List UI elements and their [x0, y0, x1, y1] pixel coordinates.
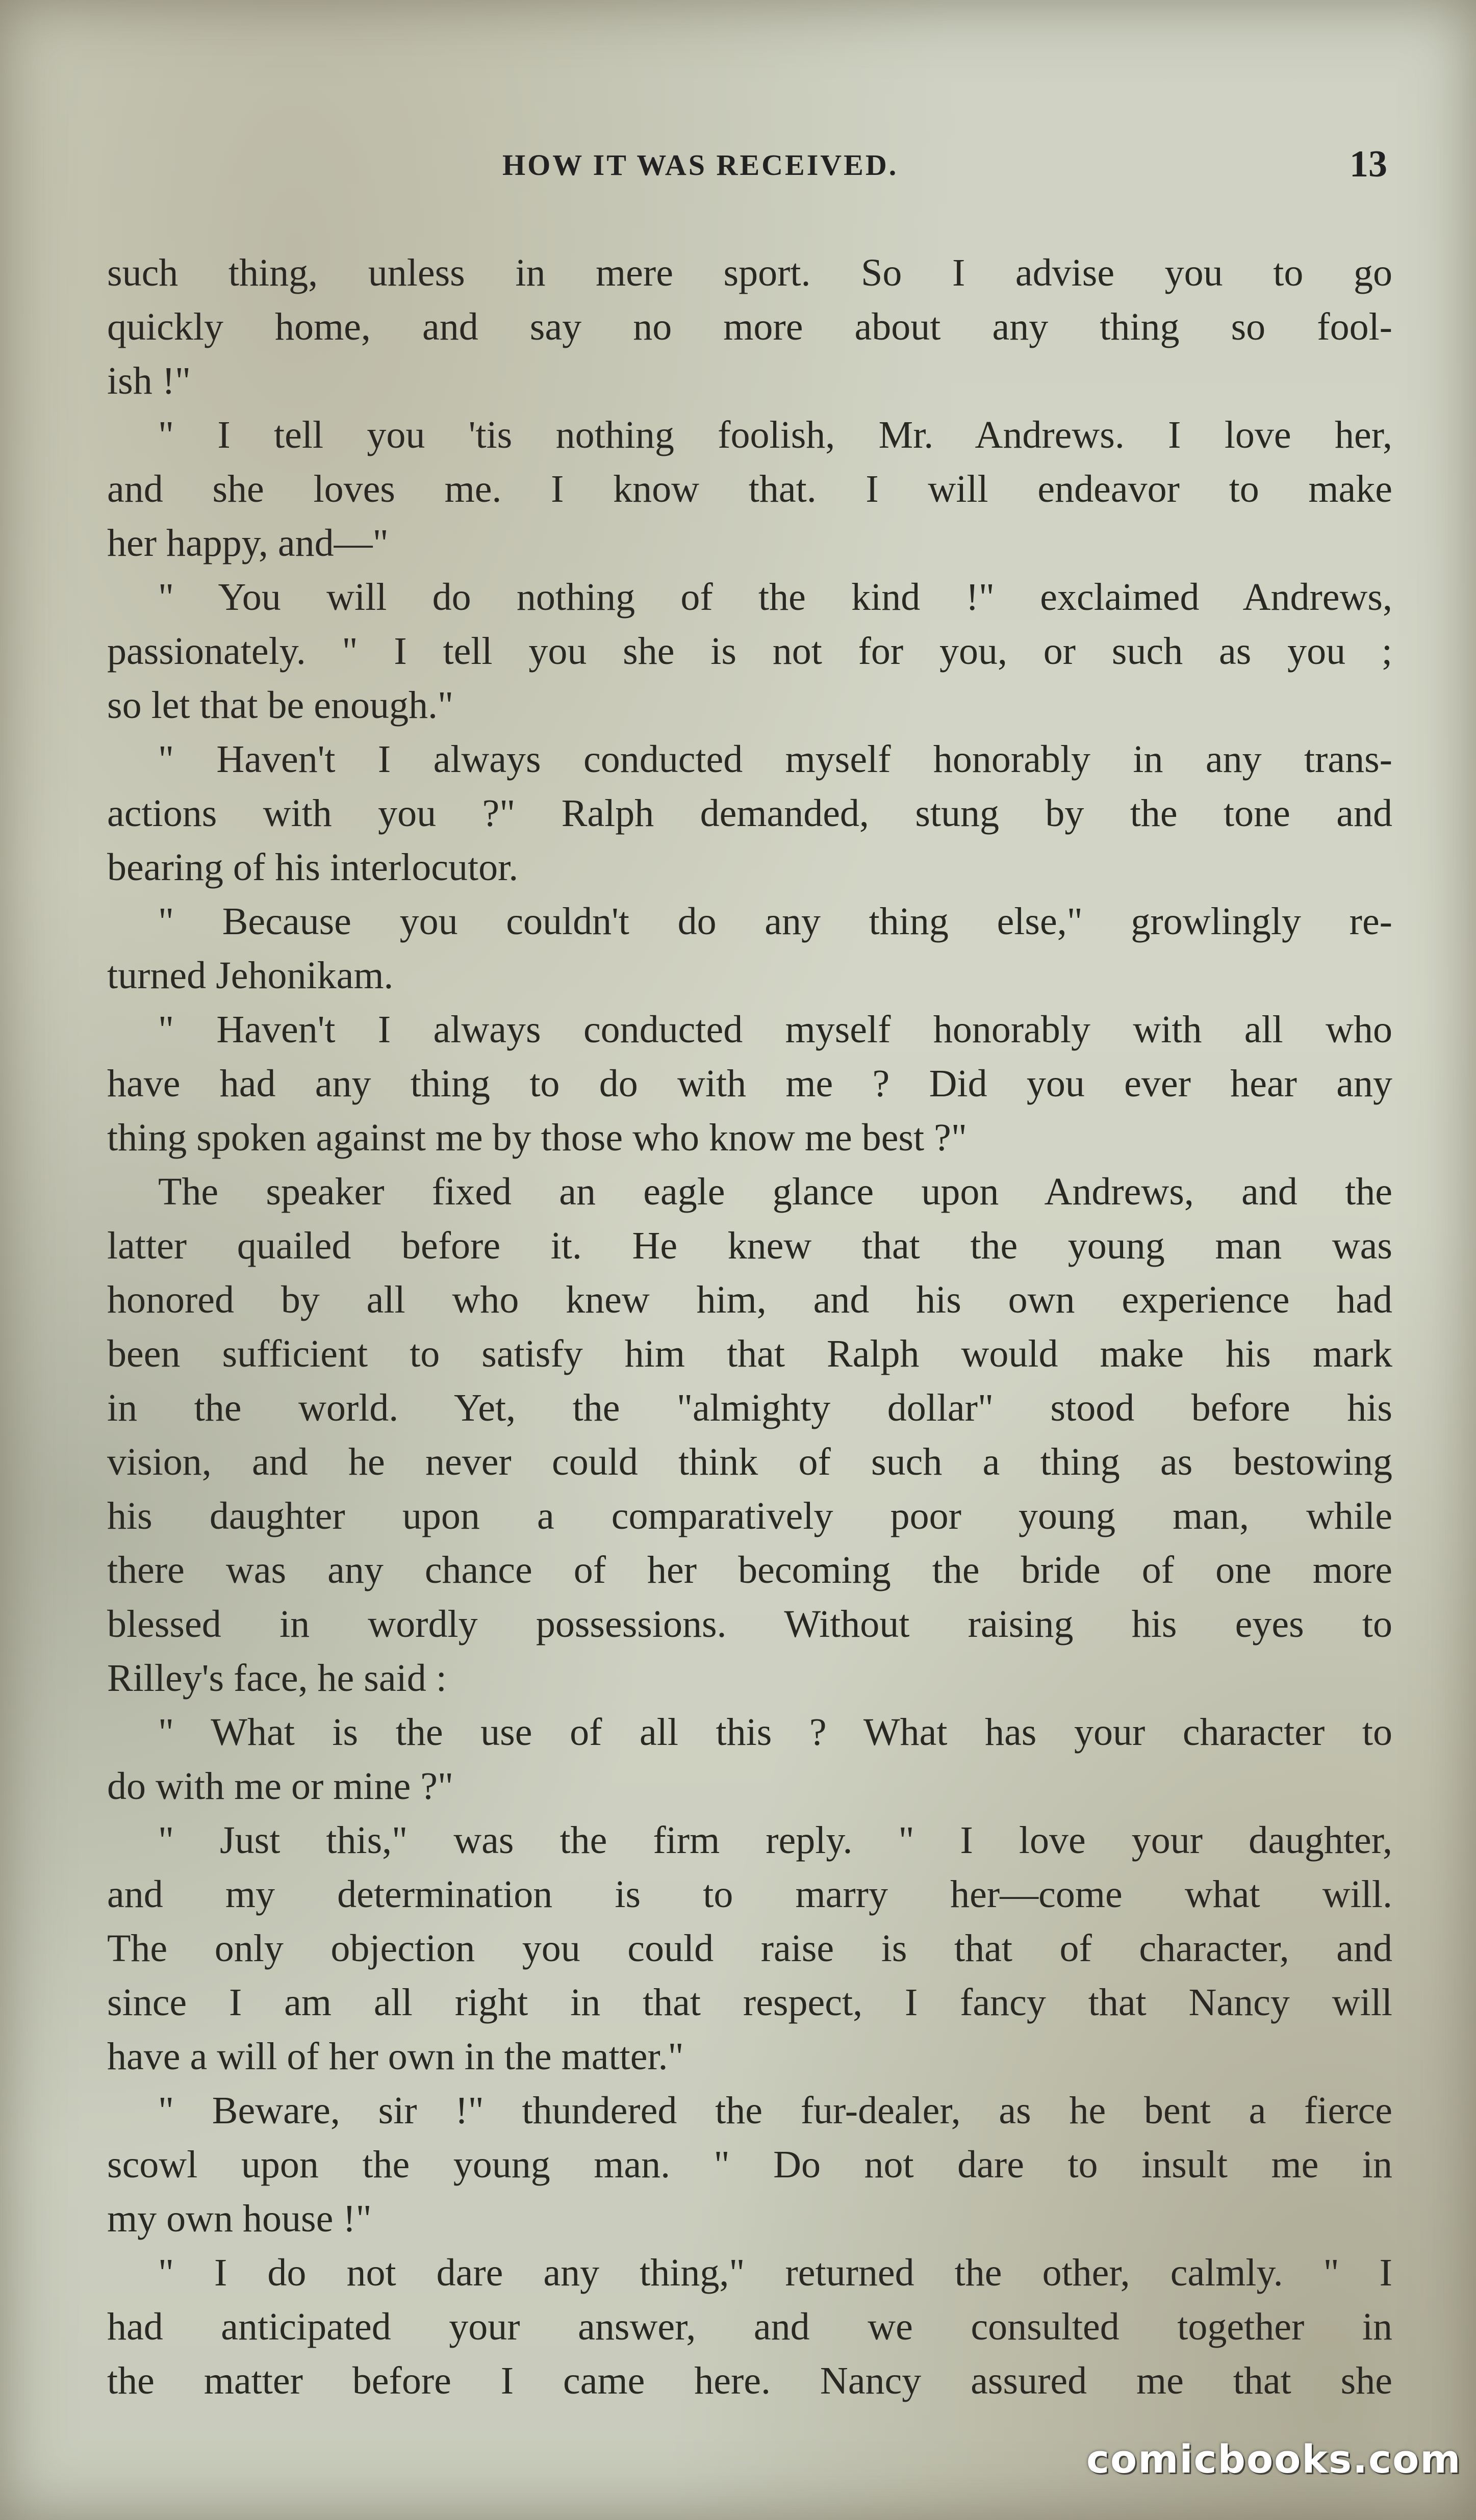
- running-head: HOW IT WAS RECEIVED.: [502, 148, 899, 182]
- text-line: blessed in wordly possessions. Without raising his eyes to: [107, 1603, 1392, 1645]
- text-line: there was any chance of her becoming the bride of one more: [107, 1549, 1392, 1591]
- text-line: and my determination is to marry her—come what will.: [107, 1873, 1392, 1916]
- text-line: The only objection you could raise is that of character, and: [107, 1927, 1392, 1970]
- text-line: Rilley's face, he said :: [107, 1657, 447, 1700]
- text-line: since I am all right in that respect, I fancy that Nancy will: [107, 1981, 1392, 2024]
- text-line: " I tell you 'tis nothing foolish, Mr. Andrews. I love her,: [158, 414, 1392, 456]
- text-line: " What is the use of all this ? What has your character to: [158, 1711, 1392, 1754]
- text-line: latter quailed before it. He knew that the young man was: [107, 1224, 1392, 1267]
- text-line: honored by all who knew him, and his own experience had: [107, 1278, 1392, 1321]
- text-line: his daughter upon a comparatively poor young man, while: [107, 1495, 1392, 1537]
- text-line: " I do not dare any thing," returned the other, calmly. " I: [158, 2251, 1392, 2294]
- text-line: passionately. " I tell you she is not for you, or such as you ;: [107, 630, 1392, 673]
- text-line: have a will of her own in the matter.": [107, 2035, 684, 2078]
- text-line: " Haven't I always conducted myself honorably in any trans-: [158, 738, 1392, 781]
- text-line: thing spoken against me by those who know me best ?": [107, 1116, 967, 1159]
- text-line: and she loves me. I know that. I will endeavor to make: [107, 468, 1392, 510]
- text-line: " Haven't I always conducted myself honorably with all who: [158, 1008, 1392, 1051]
- body-text: [107, 246, 1392, 2408]
- text-line: actions with you ?" Ralph demanded, stung by the tone and: [107, 792, 1392, 835]
- text-line: in the world. Yet, the "almighty dollar" stood before his: [107, 1386, 1392, 1429]
- text-line: so let that be enough.": [107, 684, 453, 727]
- text-line: The speaker fixed an eagle glance upon Andrews, and the: [158, 1170, 1392, 1213]
- text-line: " Just this," was the firm reply. " I love your daughter,: [158, 1819, 1392, 1862]
- text-line: vision, and he never could think of such a thing as bestowing: [107, 1441, 1392, 1483]
- text-line: have had any thing to do with me ? Did you ever hear any: [107, 1062, 1392, 1105]
- text-line: scowl upon the young man. " Do not dare to insult me in: [107, 2143, 1392, 2186]
- text-line: had anticipated your answer, and we consulted together in: [107, 2305, 1392, 2348]
- text-line: bearing of his interlocutor.: [107, 846, 519, 889]
- text-line: her happy, and—": [107, 522, 389, 564]
- text-line: such thing, unless in mere sport. So I advise you to go: [107, 251, 1392, 294]
- text-line: do with me or mine ?": [107, 1765, 453, 1808]
- text-line: " Beware, sir !" thundered the fur-dealer, as he bent a fierce: [158, 2089, 1392, 2132]
- text-line: turned Jehonikam.: [107, 954, 394, 997]
- text-line: " You will do nothing of the kind !" exclaimed Andrews,: [158, 576, 1392, 619]
- text-line: quickly home, and say no more about any thing so fool-: [107, 305, 1392, 348]
- page-header: [0, 134, 1476, 190]
- text-line: " Because you couldn't do any thing else," growlingly re-: [158, 900, 1392, 943]
- text-line: the matter before I came here. Nancy assured me that she: [107, 2359, 1392, 2402]
- page-number: 13: [1350, 143, 1387, 185]
- text-line: my own house !": [107, 2197, 372, 2240]
- watermark: comicbooks.com: [1086, 2436, 1462, 2482]
- text-line: been sufficient to satisfy him that Ralph would make his mark: [107, 1332, 1392, 1375]
- text-line: ish !": [107, 359, 191, 402]
